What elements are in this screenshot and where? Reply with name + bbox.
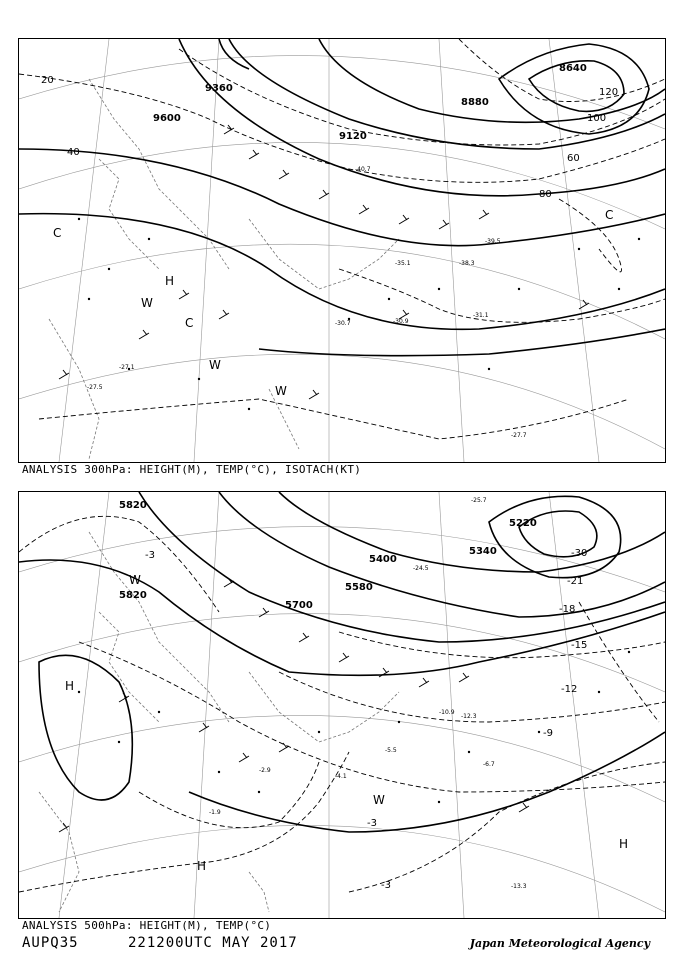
warm-center: W bbox=[129, 573, 141, 587]
isotherm-label: -12 bbox=[561, 684, 578, 695]
graticule bbox=[19, 39, 665, 462]
wind-barbs bbox=[59, 578, 529, 832]
map-panel-500hpa bbox=[18, 491, 666, 919]
temp-label: -5.5 bbox=[385, 747, 397, 754]
temp-label: -39.5 bbox=[485, 238, 501, 245]
isotherm-label: -30 bbox=[571, 548, 588, 559]
height-label: 5400 bbox=[369, 554, 397, 565]
high-pressure-center: H bbox=[619, 837, 629, 851]
temp-label: -38.3 bbox=[459, 260, 475, 267]
chart-500hpa bbox=[19, 492, 665, 918]
height-label: 5820 bbox=[119, 500, 147, 511]
temp-label: -4.1 bbox=[335, 773, 347, 780]
height-label: 5820 bbox=[119, 590, 147, 601]
high-pressure-center: H bbox=[65, 679, 75, 693]
panel-caption-500hpa: ANALYSIS 500hPa: HEIGHT(M), TEMP(°C) bbox=[22, 919, 272, 932]
warm-center: W bbox=[209, 358, 221, 372]
height-contours bbox=[19, 492, 665, 832]
temp-label: -13.3 bbox=[511, 883, 527, 890]
isotherm-label: -3 bbox=[145, 550, 155, 561]
temp-label: -27.5 bbox=[87, 384, 103, 391]
warm-center: W bbox=[275, 384, 287, 398]
height-label: 5700 bbox=[285, 600, 313, 611]
temp-label: -12.3 bbox=[461, 713, 477, 720]
cold-center: C bbox=[605, 208, 614, 222]
isotherm-label: -18 bbox=[559, 604, 576, 615]
height-label: 5220 bbox=[509, 518, 537, 529]
wind-barbs bbox=[59, 125, 589, 399]
warm-center: W bbox=[141, 296, 153, 310]
cold-center: C bbox=[53, 226, 62, 240]
height-label: 9120 bbox=[339, 131, 367, 142]
isotach-label: 20 bbox=[41, 75, 54, 86]
isotherm-label: -9 bbox=[543, 728, 553, 739]
temp-label: -24.5 bbox=[413, 565, 429, 572]
isotach-label: 60 bbox=[567, 153, 580, 164]
height-label: 8640 bbox=[559, 63, 587, 74]
temp-label: -27.7 bbox=[511, 432, 527, 439]
temp-label: -25.7 bbox=[471, 497, 487, 504]
warm-center: W bbox=[373, 793, 385, 807]
analysis-time: 221200UTC MAY 2017 bbox=[128, 935, 298, 951]
chart-300hpa bbox=[19, 39, 665, 462]
isotach-lines bbox=[19, 39, 665, 439]
height-label: 9600 bbox=[153, 113, 181, 124]
height-label: 5580 bbox=[345, 582, 373, 593]
temp-label: -31.1 bbox=[473, 312, 489, 319]
temp-label: -10.9 bbox=[439, 709, 455, 716]
isotach-label: 80 bbox=[539, 189, 552, 200]
agency-name: Japan Meteorological Agency bbox=[469, 937, 650, 950]
temp-label: -27.1 bbox=[119, 364, 135, 371]
height-contours bbox=[19, 39, 665, 356]
isotach-label: 40 bbox=[67, 147, 80, 158]
isotherm-label: -3 bbox=[381, 880, 391, 891]
temp-label: -35.1 bbox=[395, 260, 411, 267]
temp-label: -40.7 bbox=[355, 166, 371, 173]
temp-label: -30.7 bbox=[335, 320, 351, 327]
height-label: 8880 bbox=[461, 97, 489, 108]
temp-label: -30.9 bbox=[393, 318, 409, 325]
isotherm-label: -3 bbox=[367, 818, 377, 829]
high-pressure-center: H bbox=[197, 859, 207, 873]
cold-center: C bbox=[185, 316, 194, 330]
high-pressure-center: H bbox=[165, 274, 175, 288]
temp-label: -2.9 bbox=[259, 767, 271, 774]
panel-caption-300hpa: ANALYSIS 300hPa: HEIGHT(M), TEMP(°C), ISOTACH(KT) bbox=[22, 463, 362, 476]
isotach-label: 100 bbox=[587, 113, 607, 124]
temp-label: -6.7 bbox=[483, 761, 495, 768]
isotherm-label: -15 bbox=[571, 640, 588, 651]
isotherm-label: -21 bbox=[567, 576, 584, 587]
map-panel-300hpa bbox=[18, 38, 666, 463]
height-label: 5340 bbox=[469, 546, 497, 557]
isotach-label: 120 bbox=[599, 87, 619, 98]
height-label: 9360 bbox=[205, 83, 233, 94]
temp-label: -1.9 bbox=[209, 809, 221, 816]
chart-code: AUPQ35 bbox=[22, 935, 79, 951]
